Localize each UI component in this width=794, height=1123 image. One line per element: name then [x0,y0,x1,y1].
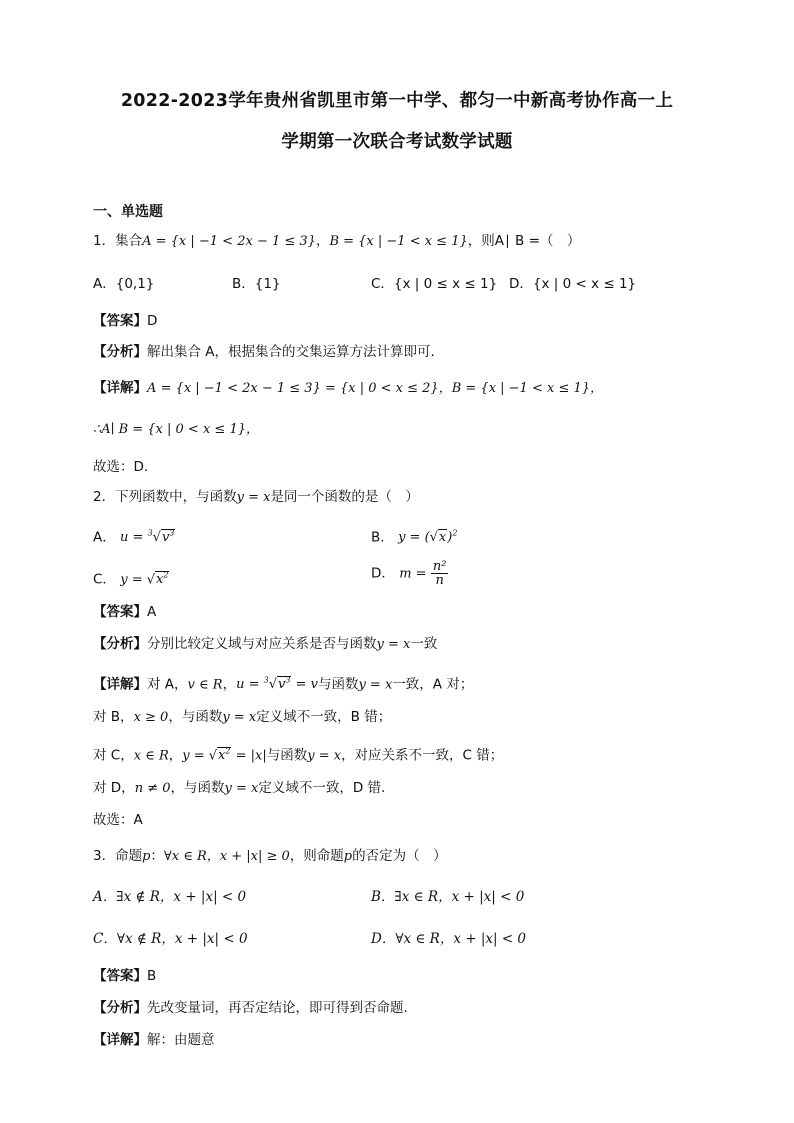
q2-d2-a: 对 B， [93,709,134,725]
q2-answer [93,603,156,621]
q2-d1-fn: y = x [358,677,393,693]
q1-analysis [93,343,435,361]
q2-option-d-lhs: m = [399,566,427,582]
q3-p: p [142,849,151,864]
q1-set-b: B = {x | −1 < x ≤ 1} [329,234,468,249]
q1-answer-tag: 【答案】 [93,313,147,329]
q3-colon: ： [150,848,164,864]
q2-d1-b: ， [222,676,237,693]
q2-stem-b: 是同一个函数的是（ ） [270,489,419,505]
q2-option-a [93,525,175,547]
q2-option-d [371,560,448,587]
q2-answer-tag: 【答案】 [93,604,147,620]
q2-detail-4 [93,779,385,798]
q2-detail-2 [93,708,391,727]
q2-choose: 故选：A [93,812,143,828]
q1-detail-text-1: A = {x | −1 < 2x − 1 ≤ 3} = {x | 0 < x ≤ 2}，B = {x | −1 < x ≤ 1}， [147,381,604,396]
q2-d3-formula: $y = √x^2 = |x|$ [182,747,267,764]
q2-d4-c: 定义域不一致，D 错. [258,780,386,796]
section-heading: 一、单选题 [93,204,163,220]
q3-prop: ∀x ∈ R，x + |x| ≥ 0 [163,849,290,864]
q3-stem-a: 3．命题 [93,848,143,864]
q2-option-c [93,567,169,589]
q1-analysis-tag: 【分析】 [93,344,147,360]
q3-analysis-tag: 【分析】 [93,1000,147,1016]
q2-d1-m: v ∈ R [187,677,223,693]
q2-analysis-b: 一致 [410,636,438,652]
q2-d4-fn: y = x [224,781,259,796]
q2-option-b-label: B． [371,529,394,546]
q2-option-a-formula: $u = ^3√v^3$ [120,529,175,546]
q2-d1-formula: $u = ^3√v^3 = v$ [236,676,318,693]
q2-d4-b: ，与函数 [170,780,225,796]
q3-detail-text: 解：由题意 [147,1032,215,1048]
q2-analysis [93,635,437,654]
q2-option-b-formula: $y = (√x)^2$ [398,529,458,546]
q1-option-b: B．{1} [232,276,281,292]
q2-d4-a: 对 D， [93,780,135,796]
q2-d2-m: x ≥ 0 [133,710,169,725]
q3-option-b: B．∃x ∈ R，x + |x| < 0 [371,889,525,905]
q2-option-d-numerator: n² [432,559,447,574]
q3-stem [93,847,447,866]
q2-d3-fn: y = x [307,748,342,764]
q2-detail-1 [93,672,473,694]
q1-detail-2: ∴A∣ B = {x | 0 < x ≤ 1}， [93,422,259,437]
q2-stem [93,488,419,507]
q3-stem-b: ，则命题 [289,848,344,864]
q2-d3-d: ，对应关系不一致，C 错； [341,747,504,764]
q2-d2-c: 定义域不一致，B 错； [256,709,392,725]
q2-d1-a: 对 A， [147,676,188,693]
q2-option-d-fraction [431,560,449,587]
q1-answer [93,312,157,330]
q1-set-a: A = {x | −1 < 2x − 1 ≤ 3} [142,234,316,249]
q2-detail-3 [93,743,503,765]
q2-stem-a: 2．下列函数中，与函数 [93,489,237,505]
q1-stem-b: ，则A∣ B =（ ） [467,233,581,249]
q2-d1-d: 一致，A 对； [392,676,474,693]
q2-detail-tag: 【详解】 [93,676,147,693]
q1-detail-tag: 【详解】 [93,380,147,396]
q1-option-c: C．{x | 0 ≤ x ≤ 1} [371,276,498,292]
q2-analysis-a: 分别比较定义域与对应关系是否与函数 [147,636,377,652]
q1-answer-value: D [147,313,158,329]
q3-stem-c: 的否定为（ ） [352,848,447,864]
q2-d2-b: ，与函数 [168,709,223,725]
q2-d3-a: 对 C， [93,747,134,764]
q3-option-a: A．∃x ∉ R，x + |x| < 0 [93,889,247,905]
q1-choose: 故选：D. [93,459,149,475]
q3-answer-tag: 【答案】 [93,968,147,984]
q3-p-2: p [343,849,353,864]
q1-analysis-text: 解出集合 A，根据集合的交集运算方法计算即可. [147,344,435,360]
q1-option-a: A．{0,1} [93,276,155,292]
q3-detail-tag: 【详解】 [93,1032,147,1048]
q2-option-b [371,525,457,547]
q2-d4-m: n ≠ 0 [134,781,171,796]
q2-d3-c: 与函数 [266,747,308,764]
q3-option-c: C．∀x ∉ R，x + |x| < 0 [93,931,248,947]
q3-analysis-text: 先改变量词，再否定结论，即可得到否命题. [147,1000,408,1016]
q3-analysis [93,999,408,1017]
q2-option-d-label: D． [371,565,395,582]
q2-fn: y = x [236,490,271,505]
q3-option-d: D．∀x ∈ R，x + |x| < 0 [371,931,527,947]
q2-option-c-formula: $y = √x^2$ [120,571,169,588]
q3-detail [93,1031,215,1049]
q2-analysis-fn: y = x [376,637,411,652]
q2-d2-fn: y = x [222,710,257,725]
q1-option-d: D．{x | 0 < x ≤ 1} [509,276,637,292]
q1-stem [93,232,580,251]
q2-option-a-label: A． [93,529,116,546]
page-title-line-2: 学期第一次联合考试数学试题 [281,132,513,152]
q2-d3-b: ， [168,747,183,764]
q1-detail-1 [93,379,603,398]
q2-option-c-label: C． [93,571,116,588]
q3-answer-value: B [147,968,157,984]
q2-option-d-denominator: n [435,573,444,588]
page-title-line-1: 2022-2023学年贵州省凯里市第一中学、都匀一中新高考协作高一上 [120,91,674,111]
q2-answer-value: A [147,604,157,620]
q2-d3-m: x ∈ R [133,748,169,764]
q3-answer [93,967,156,985]
q1-sep: ， [315,233,330,249]
q2-d1-c: 与函数 [317,676,359,693]
q2-analysis-tag: 【分析】 [93,636,147,652]
q1-stem-a: 1．集合 [93,233,143,249]
